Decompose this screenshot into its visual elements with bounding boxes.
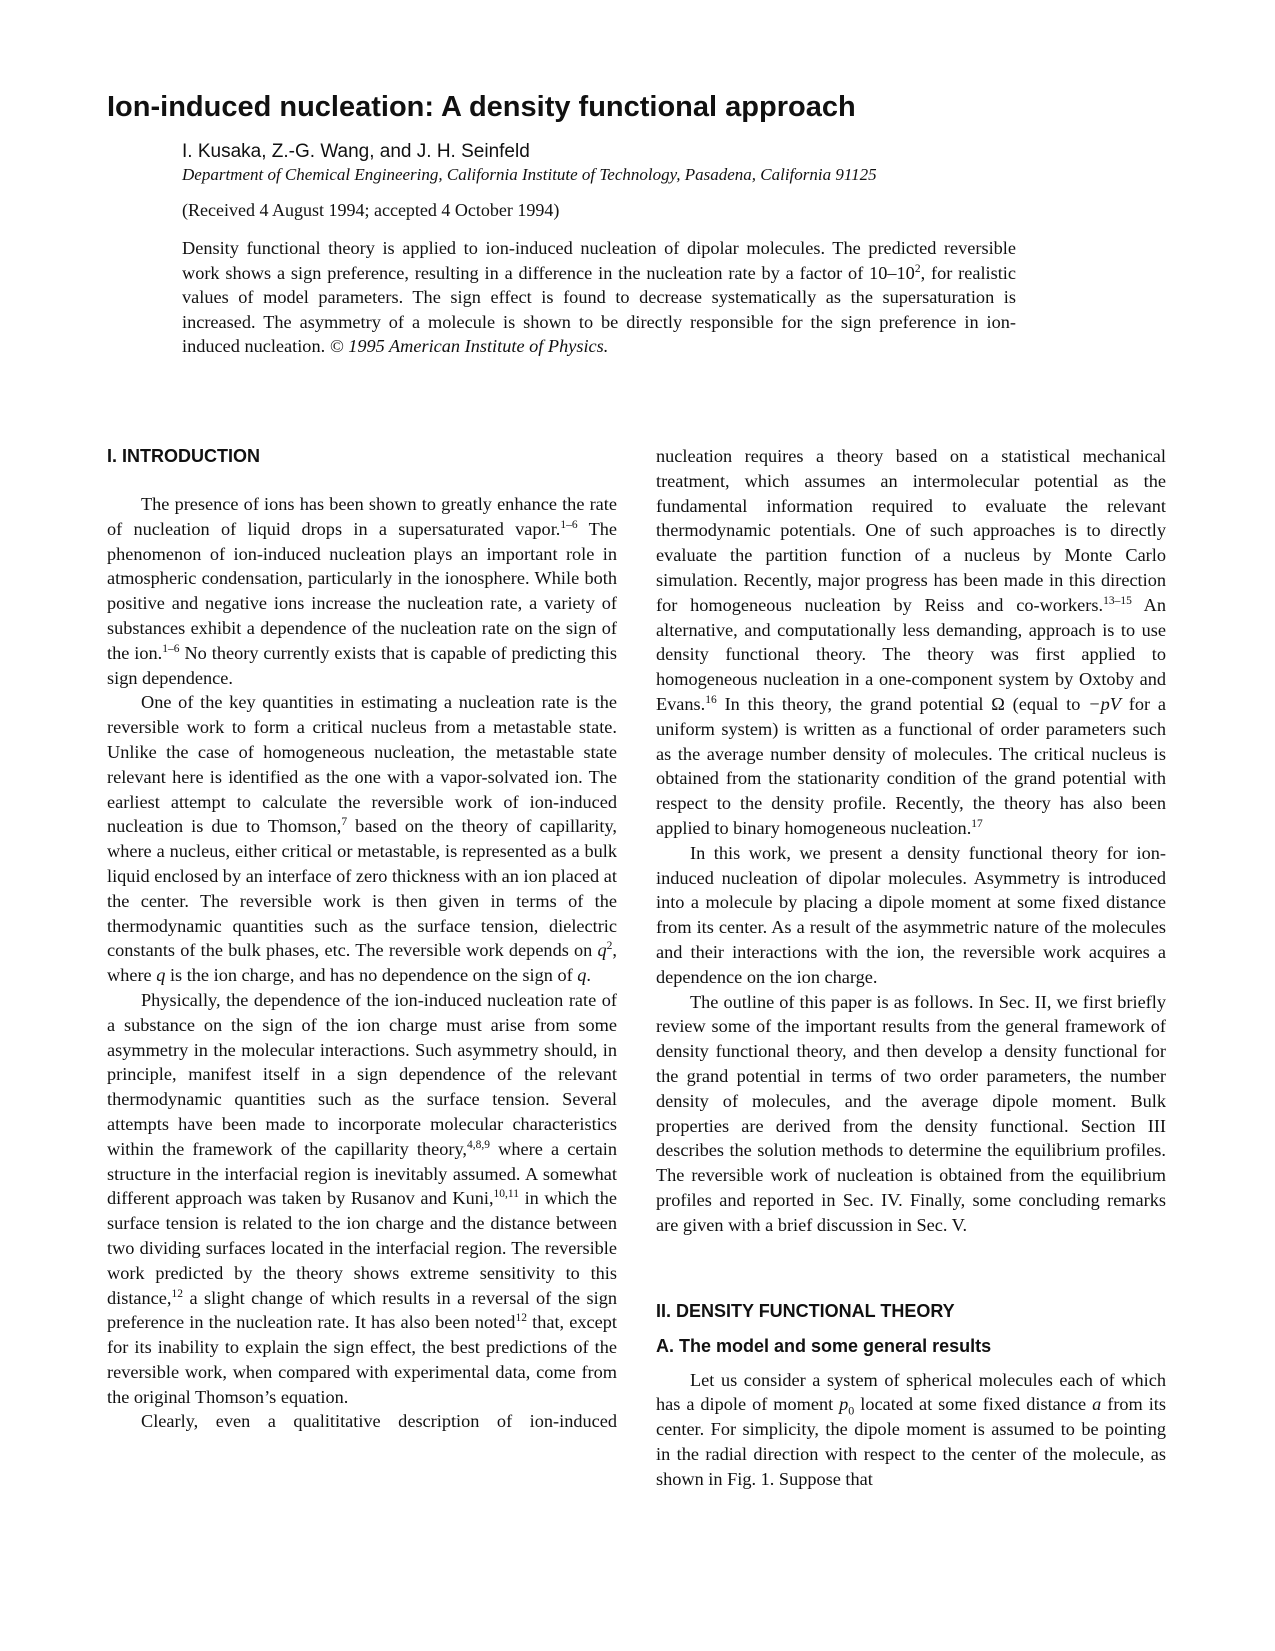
intro-paragraph-3 — [107, 988, 617, 1410]
subscript: 0 — [848, 1403, 855, 1418]
section-heading-introduction: I. INTRODUCTION — [107, 446, 260, 466]
text-run: for a uniform system) is written as a functional of order parameters such as the average number density of molecules. The critical nucleus is obtained from the stationarity condition of the grand potential with respect to the density profile. Recently, the theory has also been applied to binary homogeneous nucleation. — [656, 693, 1166, 838]
abstract-text-2: , for realistic values of model parameters. The sign effect is found to decrease systematically as the supersaturation is increased. The asymmetry of a molecule is shown to be directly responsible for the sign preference in ion-induced nucleation. — [182, 262, 1016, 357]
affiliation: Department of Chemical Engineering, California Institute of Technology, Pasadena, California 91125 — [182, 165, 877, 184]
text-run: Let us consider a system of spherical molecules each of which has a dipole of moment — [656, 1369, 1166, 1415]
paper-title: Ion-induced nucleation: A density functional approach — [107, 91, 856, 123]
text-run: from its center. For simplicity, the dipole moment is assumed to be pointing in the radial direction with respect to the center of the molecule, as shown in Fig. 1. Suppose that — [656, 1394, 1167, 1489]
symbol-pv: −pV — [1088, 693, 1121, 714]
author-list: I. Kusaka, Z.-G. Wang, and J. H. Seinfeld — [182, 141, 530, 162]
intro-paragraph-5 — [656, 841, 1166, 990]
citation: 7 — [341, 816, 348, 829]
abstract — [182, 236, 1016, 359]
text-run: Clearly, even a qualititative description of ion-induced — [141, 1411, 617, 1432]
text-run: In this work, we present a density functional theory for ion-induced nucleation of dipolar molecules. Asymmetry is introduced into a molecule by placing a dipole moment at some fixed distance from its center. As a result of the asymmetric nature of the molecules and their interactions with the ion, the reversible work acquires a dependence on the ion charge. — [656, 842, 1166, 987]
symbol-p: p — [839, 1394, 849, 1415]
symbol-q: q — [577, 965, 587, 986]
text-run: nucleation requires a theory based on a statistical mechanical treatment, which assumes an intermolecular potential as the fundamental information required to evaluate the relevant thermodynamic potentials. One of such approaches is to directly evaluate the partition function of a nucleus by Monte Carlo simulation. Recently, major progress has been made in this direction for homogeneous nucleation by Reiss and co-workers. — [656, 446, 1166, 615]
left-column — [107, 444, 617, 1434]
text-run: In this theory, the grand potential Ω (equal to — [716, 693, 1089, 714]
citation: 16 — [705, 693, 717, 706]
right-column — [656, 444, 1166, 1491]
text-run: where a certain structure in the interfacial region is inevitably assumed. A somewhat different approach was taken by Rusanov and Kuni, — [107, 1138, 617, 1209]
received-dates: (Received 4 August 1994; accepted 4 October 1994) — [182, 200, 560, 220]
text-run: , where — [107, 940, 617, 986]
intro-paragraph-4-continued — [656, 444, 1166, 841]
citation: 13–15 — [1103, 594, 1132, 607]
symbol-q: q — [597, 940, 607, 961]
text-run: No theory currently exists that is capable of predicting this sign dependence. — [107, 642, 617, 688]
dft-paragraph-1 — [656, 1368, 1166, 1492]
citation: 1–6 — [162, 642, 180, 655]
citation: 17 — [971, 817, 983, 830]
symbol-a: a — [1092, 1394, 1102, 1415]
abstract-text-1: Density functional theory is applied to ion-induced nucleation of dipolar molecules. The predicted reversible work shows a sign preference, resulting in a difference in the nucleation rate by a factor of 10–10 — [182, 238, 1016, 283]
text-run: The outline of this paper is as follows. In Sec. II, we first briefly review some of the important results from the general framework of density functional theory, and then develop a density functional for the grand potential in terms of two order parameters, the number density of molecules, and the average dipole moment. Bulk properties are derived from the density functional. Section III describes the solution methods to determine the equilibrium profiles. The reversible work of nucleation is obtained from the equilibrium profiles and reported in Sec. IV. Finally, some concluding remarks are given with a brief discussion in Sec. V. — [656, 991, 1166, 1235]
citation: 4,8,9 — [467, 1138, 490, 1151]
text-run: located at some fixed distance — [854, 1394, 1093, 1415]
abstract-exponent: 2 — [914, 262, 921, 275]
intro-paragraph-6 — [656, 990, 1166, 1238]
text-run: An alternative, and computationally less demanding, approach is to use density functional theory. The theory was first applied to homogeneous nucleation in a one-component system by Oxtoby and Evans. — [656, 594, 1166, 714]
citation: 12 — [171, 1287, 183, 1300]
text-run: The presence of ions has been shown to greatly enhance the rate of nucleation of liquid drops in a supersaturated vapor. — [107, 494, 617, 539]
symbol-q: q — [156, 965, 166, 986]
text-run: that, except for its inability to explain the sign effect, the best predictions of the reversible work, when compared with experimental data, come from the original Thomson’s equation. — [107, 1312, 617, 1407]
text-run: . — [586, 965, 591, 986]
text-run: in which the surface tension is related to the ion charge and the distance between two dividing surfaces located in the interfacial region. The reversible work predicted by the theory shows extreme sensitivity to this distance, — [107, 1188, 617, 1308]
exponent: 2 — [606, 940, 613, 953]
subsection-heading-model: A. The model and some general results — [656, 1335, 992, 1356]
intro-paragraph-4 — [107, 1409, 617, 1434]
text-run: based on the theory of capillarity, where a nucleus, either critical or metastable, is represented as a bulk liquid enclosed by an interface of zero thickness with an ion placed at the center. The reversible work is then given in terms of the thermodynamic quantities such as the surface tension, dielectric constants of the bulk phases, etc. The reversible work depends on — [107, 816, 617, 961]
intro-paragraph-1 — [107, 492, 617, 690]
citation: 12 — [515, 1312, 527, 1325]
section-heading-dft: II. DENSITY FUNCTIONAL THEORY — [656, 1300, 955, 1321]
text-run: is the ion charge, and has no dependence on the sign of — [165, 965, 578, 986]
text-run: a slight change of which results in a reversal of the sign preference in the nucleation rate. It has also been noted — [107, 1287, 617, 1333]
text-run: One of the key quantities in estimating a nucleation rate is the reversible work to form a critical nucleus from a metastable state. Unlike the case of homogeneous nucleation, the metastable state relevant here is identified as the one with a vapor-solvated ion. The earliest attempt to calculate the reversible work of ion-induced nucleation is due to Thomson, — [107, 692, 617, 837]
text-run: The phenomenon of ion-induced nucleation plays an important role in atmospheric condensation, particularly in the ionosphere. While both positive and negative ions increase the nucleation rate, a variety of substances exhibit a dependence of the nucleation rate on the sign of the ion. — [107, 518, 617, 663]
citation: 10,11 — [493, 1188, 519, 1201]
citation: 1–6 — [560, 518, 578, 531]
copyright-notice: © 1995 American Institute of Physics. — [329, 336, 609, 357]
text-run: Physically, the dependence of the ion-induced nucleation rate of a substance on the sign of the ion charge must arise from some asymmetry in the molecular interactions. Such asymmetry should, in principle, manifest itself in a sign dependence of the relevant thermodynamic quantities such as the surface tension. Several attempts have been made to incorporate molecular characteristics within the framework of the capillarity theory, — [107, 989, 617, 1159]
intro-paragraph-2 — [107, 690, 617, 988]
